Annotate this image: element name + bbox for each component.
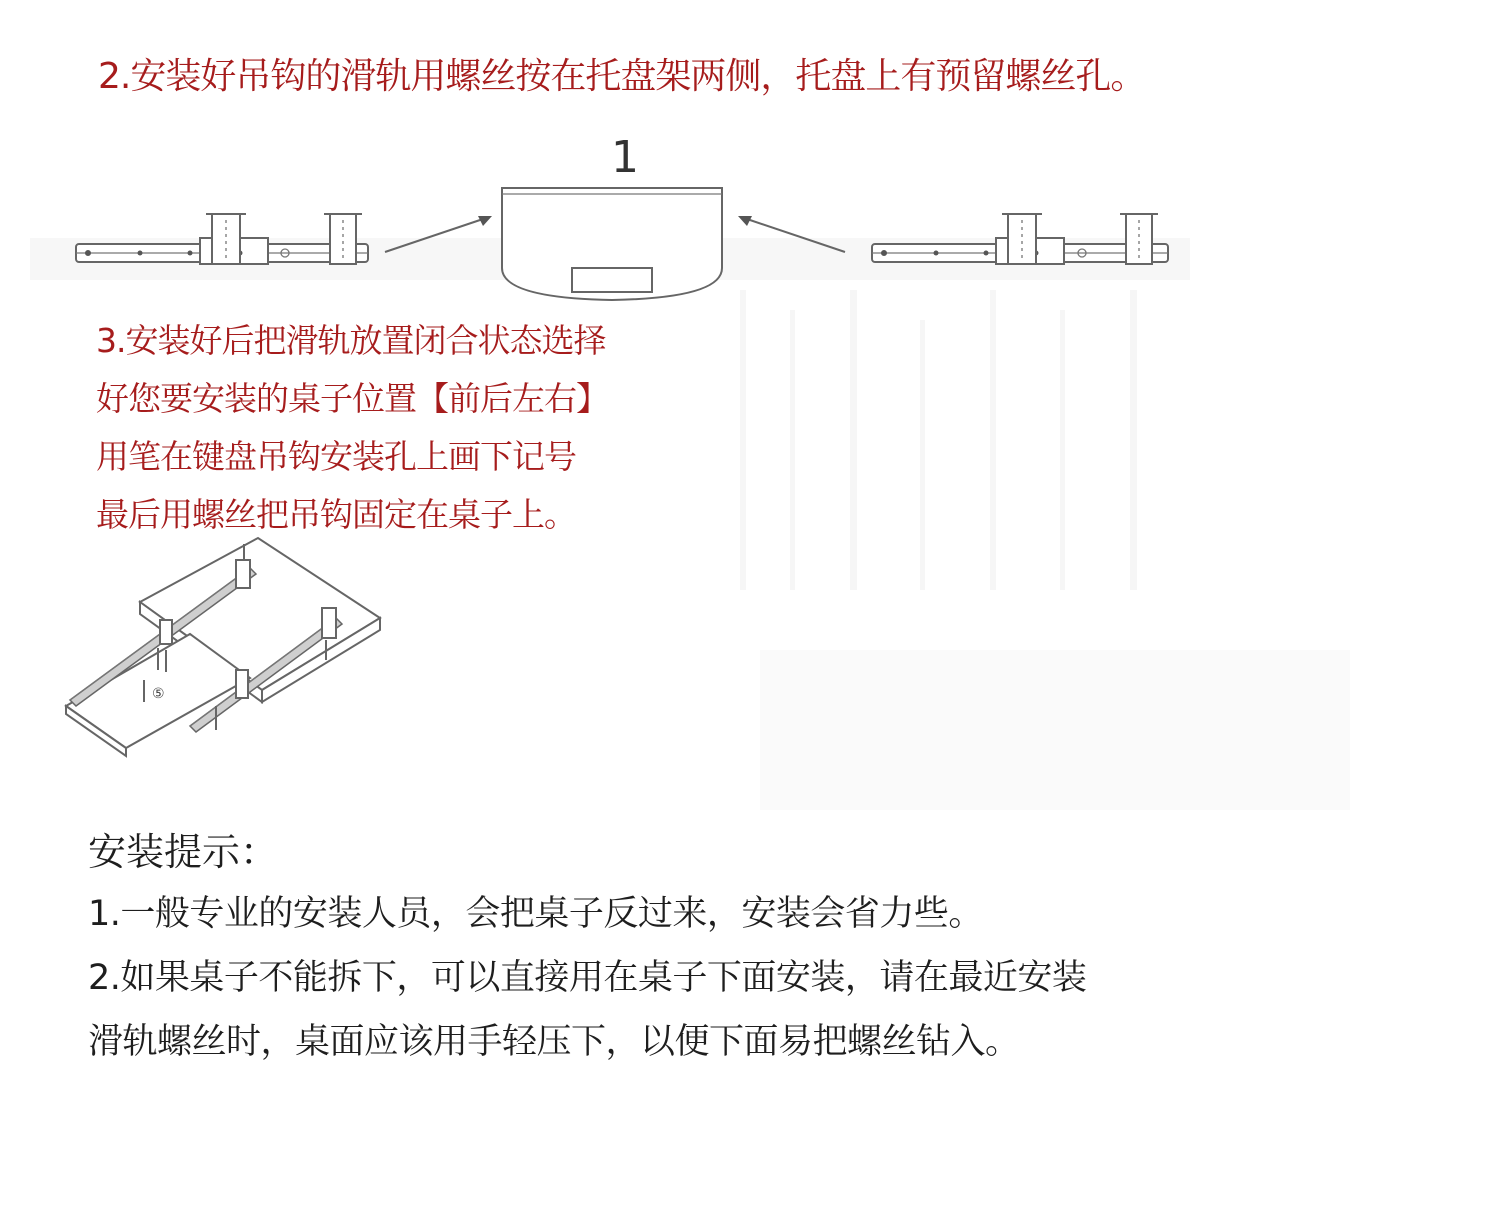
tips-line: 2.如果桌子不能拆下，可以直接用在桌子下面安装，请在最近安装: [88, 958, 1087, 998]
background-stripe-pattern: [730, 290, 1370, 820]
step-3-instruction: [96, 312, 736, 544]
diagram-number-label: 1: [611, 132, 639, 183]
tips-line: 1.一般专业的安装人员，会把桌子反过来，安装会省力些。: [88, 894, 983, 934]
step-3-line: 3.安装好后把滑轨放置闭合状态选择: [96, 321, 606, 360]
tips-title: 安装提示：: [88, 830, 279, 874]
tips-line: 滑轨螺丝时，桌面应该用手轻压下，以便下面易把螺丝钻入。: [88, 1022, 1020, 1062]
desk-mounting-diagram: [40, 530, 400, 760]
step-3-line: 用笔在键盘吊钩安装孔上画下记号: [96, 437, 576, 476]
step-marker: ⑤: [152, 686, 165, 702]
installation-tips: [88, 822, 1428, 1074]
keyboard-tray: [502, 188, 722, 300]
step-3-line: 好您要安装的桌子位置【前后左右】: [96, 379, 608, 418]
step-2-instruction: 2.安装好吊钩的滑轨用螺丝按在托盘架两侧，托盘上有预留螺丝孔。: [98, 56, 1146, 97]
step-3-line: 最后用螺丝把吊钩固定在桌子上。: [96, 495, 576, 534]
